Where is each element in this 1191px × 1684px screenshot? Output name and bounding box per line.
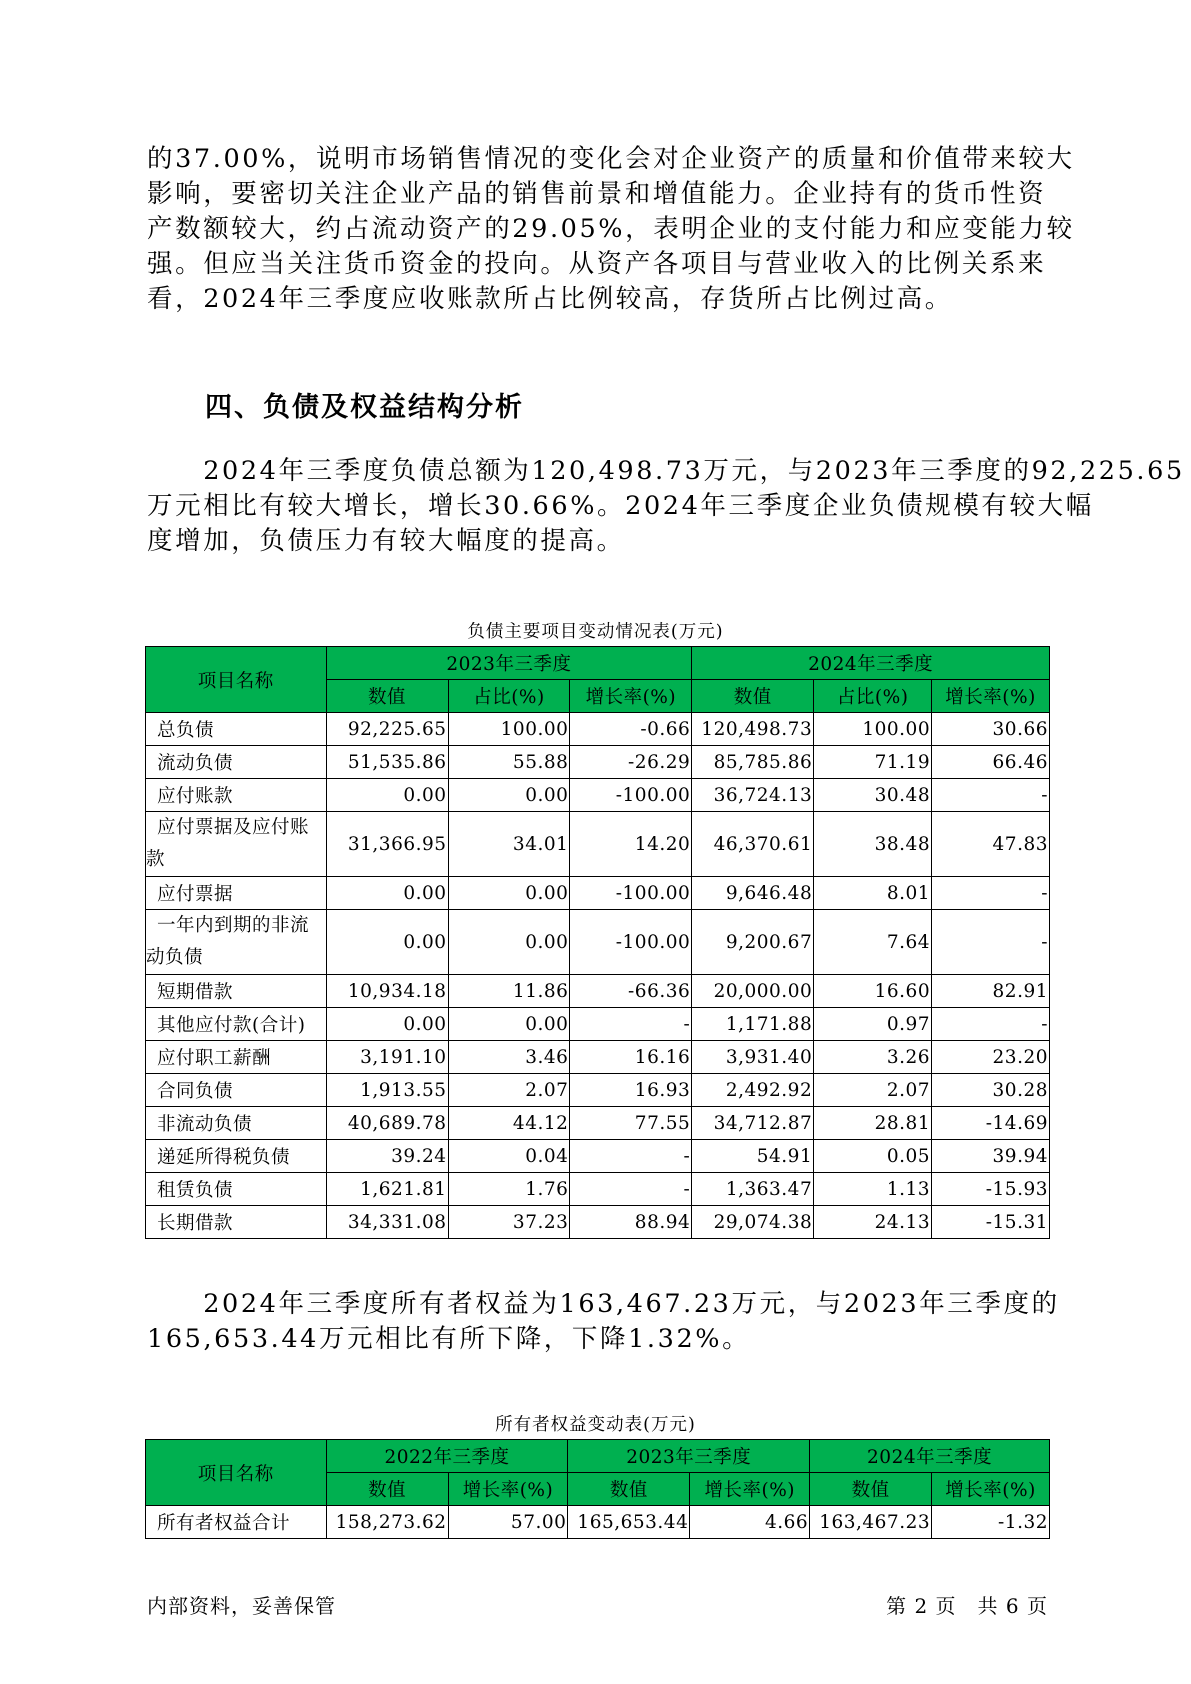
row-value-cell: -100.00 xyxy=(570,910,692,975)
row-value-cell: 39.24 xyxy=(326,1140,448,1173)
header-sub: 数值 xyxy=(568,1473,690,1506)
table-row xyxy=(146,1140,1050,1173)
row-value-cell: 39.94 xyxy=(932,1140,1050,1173)
table-row xyxy=(146,713,1050,746)
header-sub: 增长率(%) xyxy=(932,1473,1050,1506)
row-value-cell: -15.93 xyxy=(932,1173,1050,1206)
row-value-cell: 34.01 xyxy=(448,812,570,877)
row-item-name-part: 流动负债 xyxy=(157,753,234,774)
equity-table xyxy=(145,1439,1050,1539)
row-item-name-part: 应付票据 xyxy=(157,884,234,905)
header-item-name: 项目名称 xyxy=(146,647,327,713)
row-value-cell: 16.93 xyxy=(570,1074,692,1107)
header-period: 2022年三季度 xyxy=(326,1440,568,1473)
row-value-cell: 120,498.73 xyxy=(692,713,814,746)
row-value-cell: 71.19 xyxy=(814,746,932,779)
row-value-cell: 28.81 xyxy=(814,1107,932,1140)
section-heading: 四、负债及权益结构分析 xyxy=(205,392,524,423)
row-value-cell: 158,273.62 xyxy=(326,1506,448,1539)
row-value-cell: 30.28 xyxy=(932,1074,1050,1107)
row-value-cell: 2,492.92 xyxy=(692,1074,814,1107)
footer-left: 内部资料，妥善保管 xyxy=(147,1594,336,1618)
row-item-name-part: 非流动负债 xyxy=(157,1114,253,1135)
header-sub: 增长率(%) xyxy=(448,1473,568,1506)
row-value-cell: 8.01 xyxy=(814,877,932,910)
row-value-cell: 55.88 xyxy=(448,746,570,779)
row-value-cell: -26.29 xyxy=(570,746,692,779)
row-value-cell: 24.13 xyxy=(814,1206,932,1239)
row-value-cell: 54.91 xyxy=(692,1140,814,1173)
row-value-cell: 36,724.13 xyxy=(692,779,814,812)
liability-table xyxy=(145,646,1050,1239)
row-value-cell: 38.48 xyxy=(814,812,932,877)
table-row xyxy=(146,877,1050,910)
row-value-cell: 88.94 xyxy=(570,1206,692,1239)
row-value-cell: 29,074.38 xyxy=(692,1206,814,1239)
paragraph-line: 2024年三季度所有者权益为163,467.23万元，与2023年三季度的 xyxy=(147,1289,1060,1319)
row-value-cell: -100.00 xyxy=(570,779,692,812)
paragraph-line: 强。但应当关注货币资金的投向。从资产各项目与营业收入的比例关系来 xyxy=(147,249,1047,279)
row-item-name xyxy=(146,812,327,877)
row-value-cell: - xyxy=(570,1008,692,1041)
liability-table-body xyxy=(146,713,1050,1239)
liability-table-caption: 负债主要项目变动情况表(万元) xyxy=(467,622,724,642)
equity-table-caption: 所有者权益变动表(万元) xyxy=(495,1415,696,1435)
table-row xyxy=(146,1008,1050,1041)
row-value-cell: 0.00 xyxy=(448,877,570,910)
row-item-name-part: 递延所得税负债 xyxy=(157,1147,291,1168)
row-value-cell: 14.20 xyxy=(570,812,692,877)
row-item-name xyxy=(146,1041,327,1074)
row-item-name xyxy=(146,746,327,779)
row-value-cell: 3,931.40 xyxy=(692,1041,814,1074)
table-row xyxy=(146,746,1050,779)
row-value-cell: 1.76 xyxy=(448,1173,570,1206)
row-item-name-part: 所有者权益合计 xyxy=(157,1513,291,1534)
table-row xyxy=(146,812,1050,877)
row-value-cell: -100.00 xyxy=(570,877,692,910)
row-value-cell: 0.00 xyxy=(326,910,448,975)
table-row xyxy=(146,910,1050,975)
row-item-name xyxy=(146,713,327,746)
row-value-cell: 37.23 xyxy=(448,1206,570,1239)
row-value-cell: 57.00 xyxy=(448,1506,568,1539)
header-period: 2024年三季度 xyxy=(810,1440,1050,1473)
paragraph-line: 产数额较大，约占流动资产的29.05%，表明企业的支付能力和应变能力较 xyxy=(147,214,1075,244)
row-item-name-part: 应付票据及应付账 xyxy=(157,817,310,838)
row-value-cell: - xyxy=(932,910,1050,975)
row-value-cell: 165,653.44 xyxy=(568,1506,690,1539)
header-sub: 数值 xyxy=(326,1473,448,1506)
row-value-cell: - xyxy=(932,1008,1050,1041)
row-item-name-part: 应付职工薪酬 xyxy=(157,1048,272,1069)
liability-paragraph xyxy=(147,454,1185,559)
row-value-cell: - xyxy=(570,1173,692,1206)
row-value-cell: 0.05 xyxy=(814,1140,932,1173)
row-value-cell: 0.00 xyxy=(326,877,448,910)
row-value-cell: 2.07 xyxy=(448,1074,570,1107)
row-item-name xyxy=(146,1074,327,1107)
row-value-cell: 163,467.23 xyxy=(810,1506,932,1539)
row-item-name xyxy=(146,877,327,910)
table-row xyxy=(146,1041,1050,1074)
row-value-cell: 3.26 xyxy=(814,1041,932,1074)
row-value-cell: 16.60 xyxy=(814,975,932,1008)
row-value-cell: 7.64 xyxy=(814,910,932,975)
row-value-cell: 9,646.48 xyxy=(692,877,814,910)
row-item-name xyxy=(146,910,327,975)
row-item-name xyxy=(146,1506,327,1539)
row-value-cell: 92,225.65 xyxy=(326,713,448,746)
row-item-name xyxy=(146,779,327,812)
intro-paragraph xyxy=(147,142,1075,317)
header-sub: 数值 xyxy=(326,680,448,713)
header-sub: 数值 xyxy=(810,1473,932,1506)
row-value-cell: 31,366.95 xyxy=(326,812,448,877)
row-item-name xyxy=(146,1008,327,1041)
row-value-cell: 40,689.78 xyxy=(326,1107,448,1140)
row-item-name-part: 款 xyxy=(146,849,166,870)
row-value-cell: 2.07 xyxy=(814,1074,932,1107)
row-item-name-part: 一年内到期的非流 xyxy=(157,915,310,936)
equity-table-body xyxy=(146,1506,1050,1539)
row-value-cell: 1.13 xyxy=(814,1173,932,1206)
row-value-cell: -1.32 xyxy=(932,1506,1050,1539)
row-value-cell: 1,913.55 xyxy=(326,1074,448,1107)
row-value-cell: 3.46 xyxy=(448,1041,570,1074)
row-item-name-part: 合同负债 xyxy=(157,1081,234,1102)
row-value-cell: 0.97 xyxy=(814,1008,932,1041)
header-sub: 增长率(%) xyxy=(932,680,1050,713)
row-value-cell: 100.00 xyxy=(814,713,932,746)
paragraph-line: 度增加，负债压力有较大幅度的提高。 xyxy=(147,526,625,556)
row-value-cell: 77.55 xyxy=(570,1107,692,1140)
row-item-name xyxy=(146,1206,327,1239)
paragraph-line: 万元相比有较大增长，增长30.66%。2024年三季度企业负债规模有较大幅 xyxy=(147,491,1094,521)
table-row xyxy=(146,1107,1050,1140)
row-item-name-part: 总负债 xyxy=(157,720,215,741)
row-value-cell: 66.46 xyxy=(932,746,1050,779)
row-value-cell: - xyxy=(570,1140,692,1173)
row-item-name-part: 应付账款 xyxy=(157,786,234,807)
row-value-cell: 46,370.61 xyxy=(692,812,814,877)
row-value-cell: 23.20 xyxy=(932,1041,1050,1074)
row-value-cell: 4.66 xyxy=(690,1506,810,1539)
row-value-cell: -15.31 xyxy=(932,1206,1050,1239)
header-sub: 增长率(%) xyxy=(690,1473,810,1506)
row-value-cell: 30.48 xyxy=(814,779,932,812)
row-value-cell: - xyxy=(932,779,1050,812)
row-value-cell: 85,785.86 xyxy=(692,746,814,779)
row-value-cell: 0.00 xyxy=(326,779,448,812)
row-item-name-part: 其他应付款(合计) xyxy=(157,1015,306,1036)
row-value-cell: -14.69 xyxy=(932,1107,1050,1140)
row-item-name-part: 长期借款 xyxy=(157,1213,234,1234)
row-value-cell: 34,712.87 xyxy=(692,1107,814,1140)
row-item-name-part: 短期借款 xyxy=(157,982,234,1003)
row-value-cell: 34,331.08 xyxy=(326,1206,448,1239)
row-item-name-part: 动负债 xyxy=(146,947,204,968)
paragraph-line: 2024年三季度负债总额为120,498.73万元，与2023年三季度的92,225.65 xyxy=(147,456,1185,486)
row-value-cell: -0.66 xyxy=(570,713,692,746)
row-item-name xyxy=(146,1140,327,1173)
row-value-cell: 11.86 xyxy=(448,975,570,1008)
table-row xyxy=(146,779,1050,812)
paragraph-line: 影响，要密切关注企业产品的销售前景和增值能力。企业持有的货币性资 xyxy=(147,179,1047,209)
row-value-cell: 20,000.00 xyxy=(692,975,814,1008)
row-item-name xyxy=(146,975,327,1008)
row-value-cell: 9,200.67 xyxy=(692,910,814,975)
table-row xyxy=(146,975,1050,1008)
row-value-cell: 0.00 xyxy=(448,1008,570,1041)
row-item-name xyxy=(146,1173,327,1206)
header-sub: 数值 xyxy=(692,680,814,713)
table-row xyxy=(146,1206,1050,1239)
row-value-cell: 10,934.18 xyxy=(326,975,448,1008)
row-value-cell: 100.00 xyxy=(448,713,570,746)
row-value-cell: 44.12 xyxy=(448,1107,570,1140)
table-row xyxy=(146,1506,1050,1539)
row-value-cell: 1,171.88 xyxy=(692,1008,814,1041)
row-value-cell: 0.00 xyxy=(448,910,570,975)
row-value-cell: 30.66 xyxy=(932,713,1050,746)
paragraph-line: 看，2024年三季度应收账款所占比例较高，存货所占比例过高。 xyxy=(147,284,953,314)
row-value-cell: 47.83 xyxy=(932,812,1050,877)
row-value-cell: 1,621.81 xyxy=(326,1173,448,1206)
row-item-name-part: 租赁负债 xyxy=(157,1180,234,1201)
footer-page-number: 第 2 页 共 6 页 xyxy=(886,1594,1048,1618)
row-value-cell: 51,535.86 xyxy=(326,746,448,779)
row-value-cell: - xyxy=(932,877,1050,910)
row-value-cell: 0.04 xyxy=(448,1140,570,1173)
row-value-cell: 3,191.10 xyxy=(326,1041,448,1074)
table-row xyxy=(146,1074,1050,1107)
header-period: 2023年三季度 xyxy=(568,1440,810,1473)
equity-paragraph xyxy=(147,1287,1067,1357)
row-value-cell: 0.00 xyxy=(326,1008,448,1041)
row-value-cell: -66.36 xyxy=(570,975,692,1008)
row-value-cell: 82.91 xyxy=(932,975,1050,1008)
header-item-name: 项目名称 xyxy=(146,1440,327,1506)
paragraph-line: 165,653.44万元相比有所下降，下降1.32%。 xyxy=(147,1324,751,1354)
row-value-cell: 1,363.47 xyxy=(692,1173,814,1206)
header-sub: 占比(%) xyxy=(448,680,570,713)
header-period: 2023年三季度 xyxy=(326,647,692,680)
header-sub: 增长率(%) xyxy=(570,680,692,713)
header-sub: 占比(%) xyxy=(814,680,932,713)
row-value-cell: 0.00 xyxy=(448,779,570,812)
row-item-name xyxy=(146,1107,327,1140)
header-period: 2024年三季度 xyxy=(692,647,1050,680)
table-row xyxy=(146,1173,1050,1206)
paragraph-line: 的37.00%，说明市场销售情况的变化会对企业资产的质量和价值带来较大 xyxy=(147,144,1075,174)
row-value-cell: 16.16 xyxy=(570,1041,692,1074)
